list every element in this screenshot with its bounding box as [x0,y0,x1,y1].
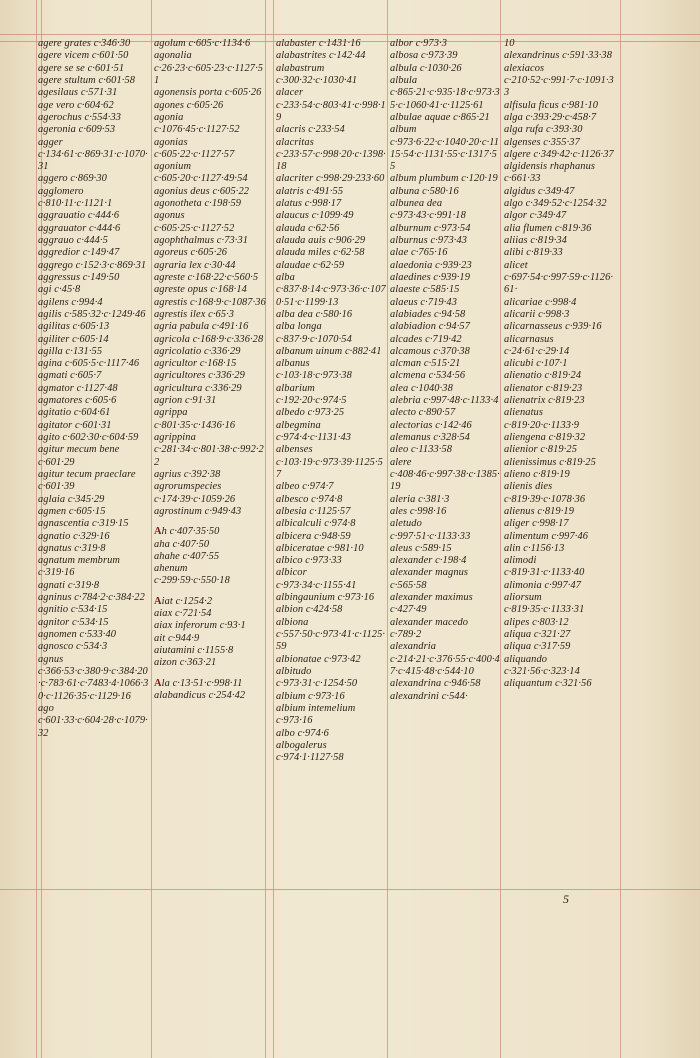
index-entry: alebria c·997·48·c·1133·4 [390,395,499,407]
margin-line-right [620,0,621,1058]
rubricated-initial: A [154,526,162,538]
index-entry: aizon c·363·21 [154,657,217,669]
index-entry: alba c·837·8·14·c·973·36·c·1070·51·c·1199·13 [276,271,386,308]
index-entry: ales c·998·16 [390,505,447,517]
index-entry: alibi c·819·33 [504,247,563,259]
index-entry: Aiat c·1254·2 [154,595,213,607]
index-entry: agrippa c·801·35·c·1436·16 [154,407,236,431]
index-entry: alexander c·198·4 [390,555,467,567]
index-entry: alba dea c·580·16 [276,308,353,320]
index-entry: agmator c·1127·48 [38,382,118,394]
index-entry: albanum uinum c·882·41 [276,345,382,357]
index-entry: aliqua c·321·27 [504,629,571,640]
index-entry: agninus c·784·2·c·384·22 [38,592,145,604]
index-entry: albula c·1030·26 [390,62,462,74]
index-entry: alexander macedo c·789·2 [390,616,469,640]
index-entry: albicor c·973·34·c·1155·41 [276,567,357,591]
index-entry: Ah c·407·35·50 [154,526,220,538]
index-entry: albegmina c·974·4·c·1131·43 [276,419,352,443]
index-entry: agnitor c·534·15 [38,616,109,628]
index-entry: agophthalmus c·73·31 [154,235,249,246]
index-entry: aleria c·381·3 [390,493,450,505]
index-entry: albuna c·580·16 [390,185,459,197]
index-entry: agere stultum c·601·58 [38,74,136,86]
index-entry: aggrauatio c·444·6 [38,210,120,222]
index-entry: algidensis rhaphanus c·661·33 [504,161,596,185]
index-entry: ahahe c·407·55 [154,550,220,562]
margin-line-left [36,0,37,1058]
index-entry: algenses c·355·37 [504,136,580,148]
index-entry: albitudo c·973·31·c·1254·50 [276,665,358,690]
index-entry: agnascentia c·319·15 [38,518,129,530]
index-entry: albicalculi c·974·8 [276,518,356,530]
index-entry: aggressus c·149·50 [38,271,120,283]
index-entry: ahenum c·299·59·c·550·18 [154,563,230,587]
index-entry: agnati c·319·8 [38,579,100,591]
index-entry: aggero c·869·30 [38,173,107,185]
index-entry: agones c·605·26 [154,99,224,111]
index-entry: albulae aquae c·865·21 [390,111,490,123]
index-entry: alicariae c·998·4 [504,296,577,308]
index-entry: albarium c·192·20·c·974·5 [276,382,347,407]
index-entry: alacris c·233·54 [276,124,345,136]
index-entry: agere grates c·346·30 [38,38,131,49]
index-entry: alicubi c·107·1 [504,358,568,370]
index-column-3 [276,38,388,764]
index-entry: album plumbum c·120·19 [390,173,498,185]
index-entry: agnatio c·329·16 [38,530,110,542]
index-entry: age vero c·604·62 [38,99,114,111]
index-entry: alexandrina c·946·58 [390,678,481,690]
index-entry: agonensis porta c·605·26 [154,87,262,99]
index-entry: alienior c·819·25 [504,444,577,456]
index-entry: agger c·134·61·c·869·31·c·1070·31 [38,136,148,173]
index-entry: agreste opus c·168·14 [154,284,247,296]
index-entry: alicet c·697·54·c·997·59·c·1126·61· [504,259,614,296]
index-entry: alexandrini c·544· [390,690,468,702]
index-entry: agria pabula c·491·16 [154,321,249,333]
index-entry: agere vicem c·601·50 [38,50,129,62]
index-entry: agricolatio c·336·29 [154,345,241,357]
index-entry: ago c·601·33·c·604·28·c·1079·32 [38,702,148,739]
index-entry: alfisula ficus c·981·10 [504,99,599,111]
rubricated-initial: A [154,595,162,607]
index-entry: alburnus c·973·43 [390,235,468,246]
index-entry: alere c·408·46·c·997·38·c·1385·19 [390,456,500,493]
index-entry: aglaia c·345·29 [38,493,105,505]
index-entry: alia flumen c·819·36 [504,222,592,234]
index-entry: aggrego c·152·3·c·869·31 [38,259,147,271]
index-entry: alaeste c·585·15 [390,284,460,296]
index-entry: albula c·865·21·c·935·18·c·973·35·c·1060·41·c·1125·61 [390,74,500,111]
index-entry: alburnum c·973·54 [390,222,471,234]
index-entry: Ala c·13·51·c·998·11 [154,677,243,689]
index-entry: alicarii c·998·3 [504,308,570,320]
index-entry: alectorias c·142·46 [390,419,472,431]
index-entry: agglomero c·810·11·c·1121·1 [38,185,113,210]
index-entry: alemanus c·328·54 [390,432,470,443]
index-entry: agnatus c·319·8 [38,542,106,554]
index-entry: agerochus c·554·33 [38,111,122,123]
index-entry: alaedonia c·939·23 [390,259,472,271]
index-entry: albium c·973·16 [276,690,345,702]
index-entry: aiax c·721·54 [154,608,212,620]
index-entry: alienatus c·819·20·c·1133·9 [504,407,580,431]
index-entry: aliquando c·321·56·c·323·14 [504,653,580,677]
index-entry: alienus c·819·19 [504,505,574,517]
index-entry: alipes c·803·12 [504,616,569,628]
index-entry: albingaunium c·973·16 [276,592,375,604]
index-entry: agnosco c·534·3 [38,641,108,653]
index-entry: alexander maximus c·427·49 [390,592,473,616]
index-entry: ageronia c·609·53 [38,124,116,136]
rubricated-initial: A [154,677,162,689]
index-entry: agrestis c·168·9·c·1087·36 [154,296,266,308]
index-entry: aliqua c·317·59 [504,641,571,653]
index-entry: albium intemelium c·973·16 [276,702,356,727]
index-entry: alga c·393·29·c·458·7 [504,111,597,123]
index-entry: agonium c·605·20·c·1127·49·54 [154,161,248,185]
index-entry: agreste c·168·22·c·560·5 [154,271,259,283]
index-entry: alieno c·819·19 [504,468,570,480]
index-entry: albesco c·974·8 [276,493,343,505]
index-entry: aiutamini c·1155·8 [154,645,234,656]
index-entry: agnomen c·533·40 [38,629,117,640]
signature-mark: 5 [563,892,569,906]
index-entry: albesia c·1125·57 [276,505,351,517]
index-entry: agricultor c·168·15 [154,358,237,370]
index-entry: agi c·45·8 [38,284,81,296]
index-entry: aleo c·1133·58 [390,444,453,456]
index-entry: albiceratae c·981·10 [276,542,364,554]
index-entry: alauda miles c·62·58 [276,247,365,259]
index-entry: aggrauator c·444·6 [38,222,121,234]
index-entry: albanus c·103·18·c·973·38 [276,358,352,382]
index-entry: alatris c·491·55 [276,185,344,197]
index-entry: agmen c·605·15 [38,505,106,517]
index-entry: alaeus c·719·43 [390,296,458,308]
index-entry: albion c·424·58 [276,604,343,616]
index-entry: agricola c·168·9·c·336·28 [154,333,264,345]
index-entry: alauda auis c·906·29 [276,235,366,246]
index-entry: agricultura c·336·29 [154,382,242,394]
index-entry: agesilaus c·571·31 [38,87,118,99]
index-entry: agitator c·601·31 [38,419,112,431]
index-entry: alabastrites c·142·44 [276,50,366,62]
index-entry: albenses c·103·19·c·973·39·1125·57 [276,444,383,480]
index-entry: algidus c·349·47 [504,185,575,197]
index-entry: agilis c·585·32·c·1249·46 [38,308,146,320]
index-entry: alexander magnus c·565·58 [390,567,469,591]
index-entry: aliger c·998·17 [504,518,569,530]
index-entry: alaedines c·939·19 [390,271,471,283]
index-entry: aha c·407·50 [154,538,210,550]
index-entry: aliorsum c·819·35·c·1133·31 [504,592,585,616]
index-entry: agricultores c·336·29 [154,370,245,382]
index-entry: alcades c·719·42 [390,333,462,345]
index-entry: agoreus c·605·26 [154,247,228,259]
index-entry: albedo c·973·25 [276,407,345,419]
index-entry: alimentum c·997·46 [504,530,589,542]
index-entry: aliquantum c·321·56 [504,678,592,690]
index-entry: alabaster c·1431·16 [276,38,361,49]
index-entry: agnatum membrum c·319·16 [38,555,121,579]
index-entry: aliengena c·819·32 [504,432,586,443]
index-entry: alauda c·62·56 [276,222,340,234]
index-entry: agnus c·366·53·c·380·9·c·384·20·c·783·61·c·7483·4·1066·30·c·1126·35·c·1129·16 [38,653,149,702]
index-entry: alba longa c·837·9·c·1070·54 [276,321,352,345]
index-entry: alabiades c·94·58 [390,308,466,320]
index-entry: alicarnasus c·24·61·c·29·14 [504,333,570,357]
index-entry: agere se se c·601·51 [38,62,125,74]
index-entry: agrius c·392·38 [154,468,221,480]
index-entry: agrorumspecies c·174·39·c·1059·26 [154,481,236,505]
index-entry: alienator c·819·23 [504,382,583,394]
index-entry: agonius deus c·605·22 [154,185,250,197]
index-entry: alexandrinus c·591·33·38 [504,50,613,62]
index-entry: algo c·349·52·c·1254·32 [504,198,607,210]
index-entry: agina c·605·5·c·1117·46 [38,358,140,370]
index-entry: agolum c·605·c·1134·6 [154,38,251,49]
column-rule [273,0,274,1058]
index-entry: agmatores c·605·6 [38,395,117,407]
index-entry: aggredior c·149·47 [38,247,120,259]
index-entry: agonias c·605·22·c·1127·57 [154,136,235,160]
index-entry: alabastrum c·300·32·c·1030·41 [276,62,358,86]
index-entry: aletudo c·997·51·c·1133·33 [390,518,471,542]
index-entry: alienissimus c·819·25 [504,456,596,468]
bottom-ruling-line [0,889,700,890]
index-entry: algere c·349·42·c·1126·37 [504,148,614,160]
index-column-4 [390,38,502,703]
index-entry: agiliter c·605·14 [38,333,109,345]
index-entry: alienatio c·819·24 [504,370,582,382]
index-entry: agrippina c·281·34·c·801·38·c·992·22 [154,432,264,468]
index-column-5 [504,38,616,691]
index-entry: agitatio c·604·61 [38,407,111,419]
index-entry: albiona c·557·50·c·973·41·c·1125·59 [276,616,386,653]
index-entry: alienis dies c·819·39·c·1078·36 [504,481,586,505]
index-entry: aiax inferorum c·93·1 [154,620,246,632]
index-entry: albionatae c·973·42 [276,653,361,665]
index-entry: albicera c·948·59 [276,530,351,542]
index-entry: alienatrix c·819·23 [504,395,585,407]
index-entry: albico c·973·33 [276,555,342,567]
index-entry: agilens c·994·4 [38,296,103,308]
index-entry: albosa c·973·39 [390,50,458,62]
index-entry: alabandicus c·254·42 [154,689,246,701]
index-entry: albunea dea c·973·43·c·991·18 [390,198,466,222]
index-entry: aliias c·819·34 [504,235,567,246]
index-entry: agitur mecum bene c·601·29 [38,444,120,468]
index-entry: agonotheta c·198·59 [154,198,242,210]
top-ruling-line [0,34,700,35]
index-entry: albogalerus c·974·1·1127·58 [276,739,344,764]
index-entry: aleus c·589·15 [390,542,452,554]
index-entry: agilitas c·605·13 [38,321,110,333]
column-rule [151,0,152,1058]
index-entry: alcman c·515·21 [390,358,461,370]
index-entry: agonus c·605·25·c·1127·52 [154,210,235,234]
index-column-1 [38,38,150,740]
index-entry: alaudae c·62·59 [276,259,345,271]
index-entry: alacriter c·998·29·233·60 [276,173,385,185]
index-entry: alaucus c·1099·49 [276,210,354,222]
index-entry: alacer c·233·54·c·803·41·c·998·19 [276,87,386,123]
index-entry: alexandria c·214·21·c·376·55·c·400·47·c·415·48·c·544·10 [390,641,500,677]
index-entry: agnitio c·534·15 [38,604,108,616]
index-entry: alae c·765·16 [390,247,448,259]
index-entry: agonalia c·26·23·c·605·23·c·1127·51 [154,50,264,86]
index-entry: album c·973·6·22·c·1040·20·c·1115·54·c·1131·55·c·1317·55 [390,124,500,173]
index-entry: agraria lex c·30·44 [154,259,236,271]
index-entry: agitur tecum praeclare c·601·39 [38,468,136,493]
index-entry: alatus c·998·17 [276,198,342,210]
index-entry: agrestis ilex c·65·3 [154,308,235,320]
index-entry: alimodi c·819·31·c·1133·40 [504,555,585,579]
index-column-2 [154,38,266,702]
index-entry: agilla c·131·55 [38,345,103,357]
index-entry: alimonia c·997·47 [504,579,582,591]
index-entry: agonia c·1076·45·c·1127·52 [154,111,240,136]
index-entry: agito c·602·30·c·604·59 [38,432,139,443]
index-entry: agrion c·91·31 [154,395,217,407]
index-entry: alea c·1040·38 [390,382,453,394]
index-entry: alicarnasseus c·939·16 [504,321,602,333]
index-entry: 10 [504,38,515,49]
index-entry: aggrauo c·444·5 [38,235,108,246]
index-entry: alabiadion c·94·57 [390,321,471,333]
index-entry: algor c·349·47 [504,210,567,222]
index-entry: albor c·973·3 [390,38,448,49]
index-entry: alcmena c·534·56 [390,370,466,382]
index-entry: alexiacos c·210·52·c·991·7·c·1091·33 [504,62,614,99]
index-entry: alacritas c·233·57·c·998·20·c·1398·18 [276,136,386,173]
index-entry: albeo c·974·7 [276,481,334,493]
index-entry: alga rufa c·393·30 [504,124,583,136]
index-entry: agrostinum c·949·43 [154,505,242,517]
index-entry: alcamous c·370·38 [390,345,470,357]
index-entry: alecto c·890·57 [390,407,456,419]
index-entry: albo c·974·6 [276,727,329,739]
index-entry: ait c·944·9 [154,632,200,644]
index-entry: alin c·1156·13 [504,542,565,554]
index-entry: agmati c·605·7 [38,370,102,382]
